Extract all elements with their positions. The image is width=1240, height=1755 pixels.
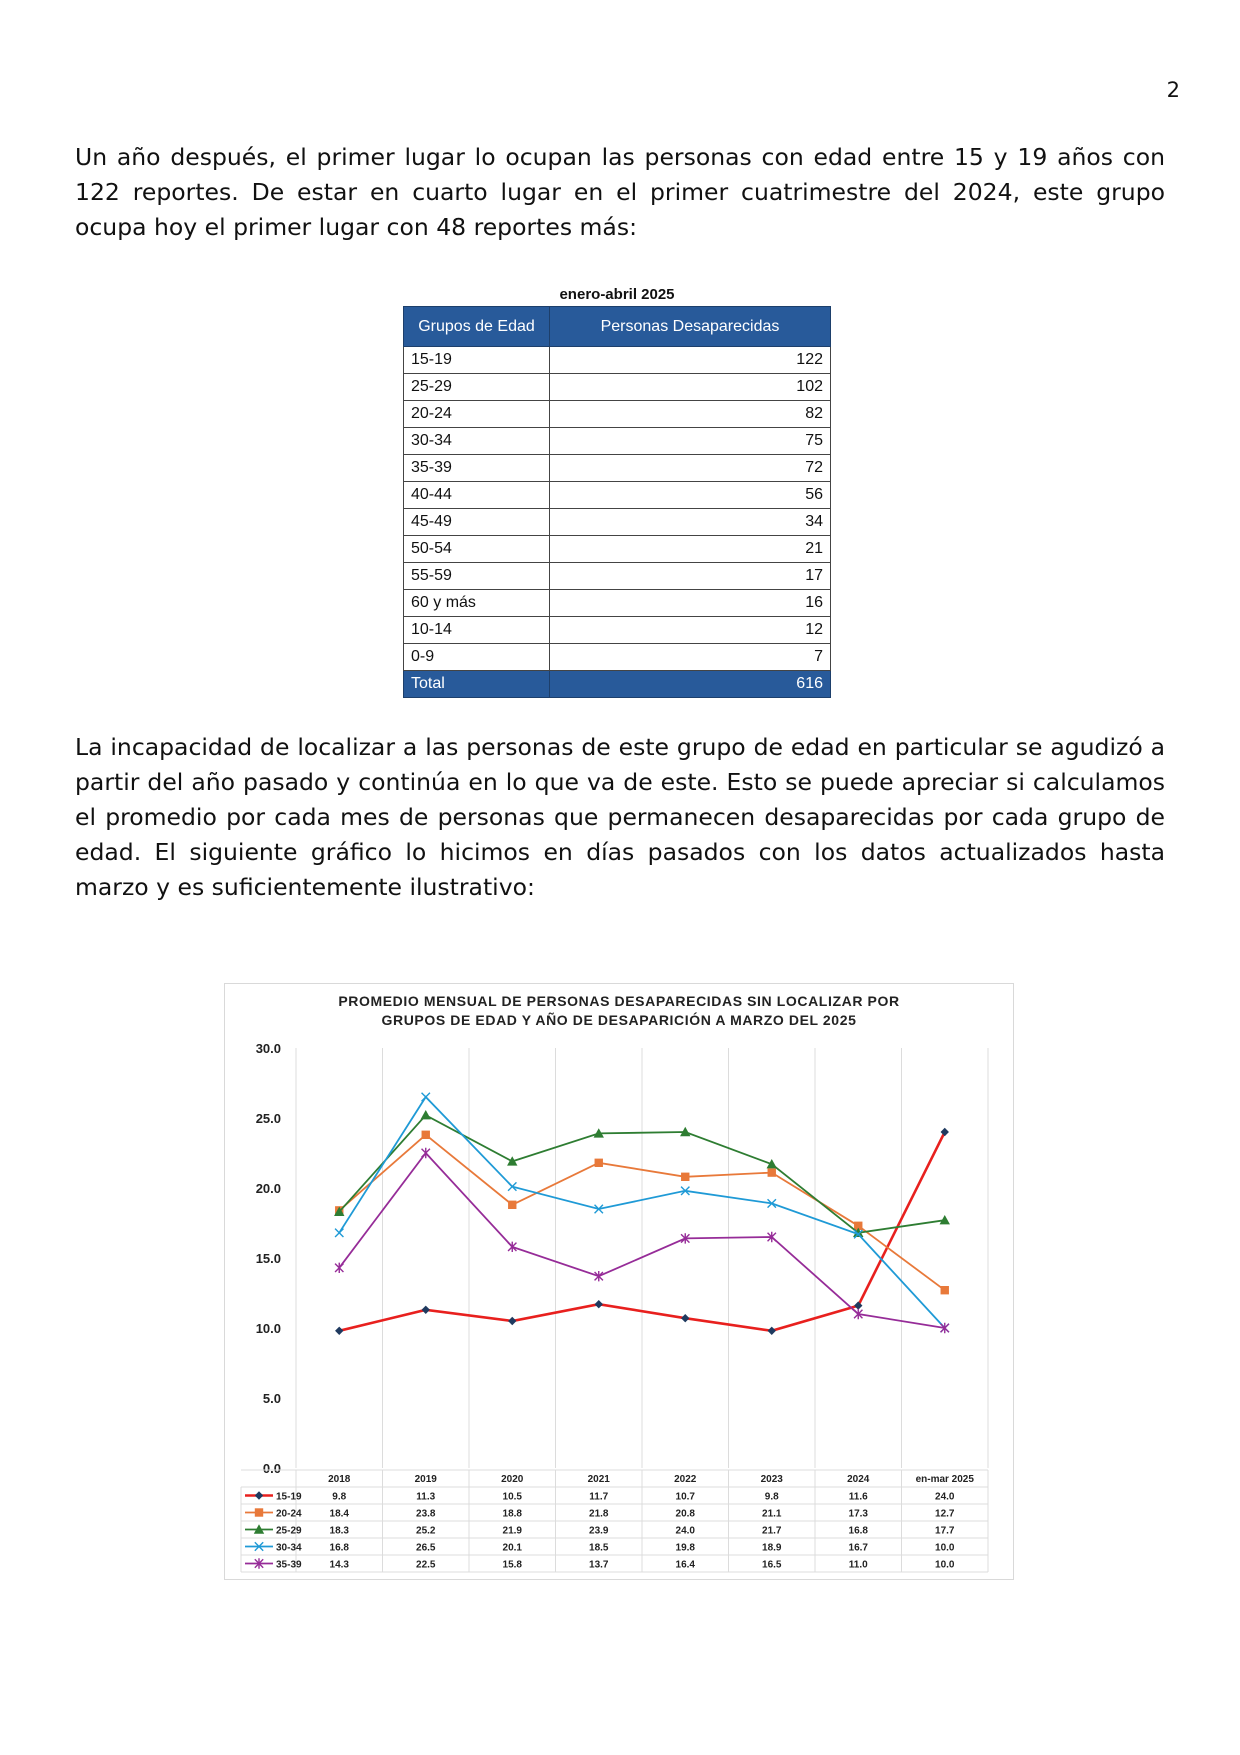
data-label: 21.7 — [762, 1525, 782, 1537]
chart-title-line1: PROMEDIO MENSUAL DE PERSONAS DESAPARECIDAS SIN LOCALIZAR POR — [338, 993, 900, 1009]
data-label: 24.0 — [935, 1491, 955, 1503]
data-label: 24.0 — [675, 1525, 695, 1537]
age-group-cell: 45-49 — [404, 509, 550, 536]
age-group-cell: 20-24 — [404, 401, 550, 428]
header-missing-persons: Personas Desaparecidas — [550, 307, 831, 347]
x-tick-label: 2020 — [501, 1474, 524, 1485]
y-tick-label: 30.0 — [255, 1041, 281, 1056]
table-caption: enero-abril 2025 — [559, 286, 675, 303]
x-tick-label: 2023 — [760, 1474, 783, 1485]
data-label: 18.3 — [329, 1525, 349, 1537]
table-row — [404, 455, 831, 482]
data-label: 12.7 — [935, 1508, 955, 1520]
table-row — [404, 563, 831, 590]
data-label: 26.5 — [416, 1542, 436, 1554]
count-cell: 82 — [550, 401, 831, 428]
data-label: 16.8 — [329, 1542, 349, 1554]
data-label: 16.5 — [762, 1559, 782, 1571]
data-label: 16.4 — [675, 1559, 695, 1571]
legend-label: 15-19 — [276, 1491, 302, 1503]
table-row — [404, 428, 831, 455]
data-label: 18.5 — [589, 1542, 609, 1554]
y-tick-label: 25.0 — [255, 1111, 281, 1126]
chart-data-table — [241, 1470, 988, 1572]
count-cell: 16 — [550, 590, 831, 617]
data-point — [940, 1215, 950, 1224]
age-group-table — [403, 306, 831, 698]
legend-label: 30-34 — [276, 1542, 302, 1554]
legend-label: 35-39 — [276, 1559, 302, 1571]
age-group-cell: 0-9 — [404, 644, 550, 671]
table-row — [404, 644, 831, 671]
data-label: 11.7 — [589, 1491, 609, 1503]
age-group-cell: 35-39 — [404, 455, 550, 482]
data-point — [595, 1271, 603, 1281]
data-label: 21.1 — [762, 1508, 782, 1520]
data-label: 9.8 — [332, 1491, 347, 1503]
line-chart — [224, 983, 1014, 1580]
x-tick-label: 2024 — [847, 1474, 870, 1485]
data-point — [768, 1327, 776, 1335]
data-label: 21.8 — [589, 1508, 609, 1520]
data-label: 20.8 — [675, 1508, 695, 1520]
data-point — [255, 1491, 263, 1499]
chart-canvas — [225, 984, 1013, 1579]
data-point — [422, 1148, 430, 1158]
count-cell: 7 — [550, 644, 831, 671]
legend-label: 25-29 — [276, 1525, 302, 1537]
paragraph-analysis: La incapacidad de localizar a las personas de este grupo de edad en particular se agudizó a partir del año pasado y continúa en lo que va de este. Esto se puede apreciar si calculamos el promedio por cada mes de personas que permanecen desaparecidas por cada grupo de edad. El siguiente gráfico lo hicimos en días pasados con los datos actualizados hasta marzo y es suficientemente ilustrativo: — [75, 733, 1165, 901]
data-label: 11.0 — [848, 1559, 868, 1571]
data-label: 19.8 — [675, 1542, 695, 1554]
table-row — [404, 590, 831, 617]
data-point — [854, 1301, 862, 1309]
age-group-cell: 10-14 — [404, 617, 550, 644]
count-cell: 12 — [550, 617, 831, 644]
age-group-cell: 50-54 — [404, 536, 550, 563]
count-cell: 17 — [550, 563, 831, 590]
table-row — [404, 347, 831, 374]
data-label: 10.7 — [675, 1491, 695, 1503]
data-label: 23.9 — [589, 1525, 609, 1537]
age-group-cell: 55-59 — [404, 563, 550, 590]
y-tick-label: 20.0 — [255, 1181, 281, 1196]
data-point — [508, 1201, 516, 1209]
age-group-cell: 60 y más — [404, 590, 550, 617]
data-label: 15.8 — [502, 1559, 522, 1571]
table-row — [404, 374, 831, 401]
count-cell: 56 — [550, 482, 831, 509]
age-group-cell: 15-19 — [404, 347, 550, 374]
data-point — [941, 1128, 949, 1136]
count-cell: 34 — [550, 509, 831, 536]
count-cell: 122 — [550, 347, 831, 374]
data-point — [595, 1300, 603, 1308]
data-point — [255, 1508, 263, 1516]
data-label: 17.7 — [935, 1525, 955, 1537]
data-label: 10.0 — [935, 1542, 955, 1554]
data-label: 10.0 — [935, 1559, 955, 1571]
age-group-cell: 25-29 — [404, 374, 550, 401]
data-point — [421, 1110, 431, 1119]
count-cell: 21 — [550, 536, 831, 563]
age-group-cell: 30-34 — [404, 428, 550, 455]
data-label: 11.6 — [848, 1491, 868, 1503]
total-label: Total — [404, 671, 550, 698]
data-point — [508, 1317, 516, 1325]
data-point — [681, 1173, 689, 1181]
count-cell: 72 — [550, 455, 831, 482]
data-point — [335, 1229, 343, 1237]
count-cell: 75 — [550, 428, 831, 455]
data-label: 20.1 — [502, 1542, 522, 1554]
data-point — [941, 1286, 949, 1294]
data-label: 13.7 — [589, 1559, 609, 1571]
data-label: 11.3 — [416, 1491, 436, 1503]
data-label: 21.9 — [502, 1525, 522, 1537]
data-point — [422, 1306, 430, 1314]
data-label: 9.8 — [764, 1491, 779, 1503]
data-label: 25.2 — [416, 1525, 436, 1537]
table-header-row — [404, 307, 831, 347]
data-label: 18.4 — [329, 1508, 349, 1520]
page-number: 2 — [1166, 78, 1180, 102]
y-tick-label: 5.0 — [262, 1391, 281, 1406]
table-total-row — [404, 671, 831, 698]
data-point — [422, 1131, 430, 1139]
data-point — [335, 1263, 343, 1273]
age-group-cell: 40-44 — [404, 482, 550, 509]
table-row — [404, 482, 831, 509]
total-value: 616 — [550, 671, 831, 698]
data-label: 17.3 — [848, 1508, 868, 1520]
x-tick-label: 2019 — [414, 1474, 437, 1485]
data-point — [422, 1093, 430, 1101]
data-label: 18.9 — [762, 1542, 782, 1554]
data-point — [681, 1314, 689, 1322]
header-age-group: Grupos de Edad — [404, 307, 550, 347]
data-label: 14.3 — [329, 1559, 349, 1571]
data-point — [335, 1327, 343, 1335]
data-label: 22.5 — [416, 1559, 436, 1571]
chart-title-line2: GRUPOS DE EDAD Y AÑO DE DESAPARICIÓN A MARZO DEL 2025 — [381, 1012, 857, 1028]
x-tick-label: 2022 — [674, 1474, 697, 1485]
data-label: 16.8 — [848, 1525, 868, 1537]
data-point — [595, 1159, 603, 1167]
data-point — [768, 1168, 776, 1176]
table-row — [404, 401, 831, 428]
table-row — [404, 536, 831, 563]
data-label: 18.8 — [502, 1508, 522, 1520]
x-tick-label: 2018 — [328, 1474, 351, 1485]
y-tick-label: 0.0 — [262, 1461, 281, 1476]
count-cell: 102 — [550, 374, 831, 401]
table-row — [404, 617, 831, 644]
data-point — [508, 1242, 516, 1252]
x-tick-label: 2021 — [587, 1474, 610, 1485]
legend-label: 20-24 — [276, 1508, 302, 1520]
y-tick-label: 10.0 — [255, 1321, 281, 1336]
y-axis-ticks — [256, 1041, 281, 1476]
table-row — [404, 509, 831, 536]
data-label: 10.5 — [502, 1491, 522, 1503]
data-label: 16.7 — [848, 1542, 868, 1554]
y-tick-label: 15.0 — [255, 1251, 281, 1266]
data-label: 23.8 — [416, 1508, 436, 1520]
paragraph-intro: Un año después, el primer lugar lo ocupan las personas con edad entre 15 y 19 años con 122 reportes. De estar en cuarto lugar en el primer cuatrimestre del 2024, este grupo ocupa hoy el primer lugar con 48 reportes más: — [75, 143, 1165, 241]
x-tick-label: en-mar 2025 — [915, 1474, 974, 1485]
